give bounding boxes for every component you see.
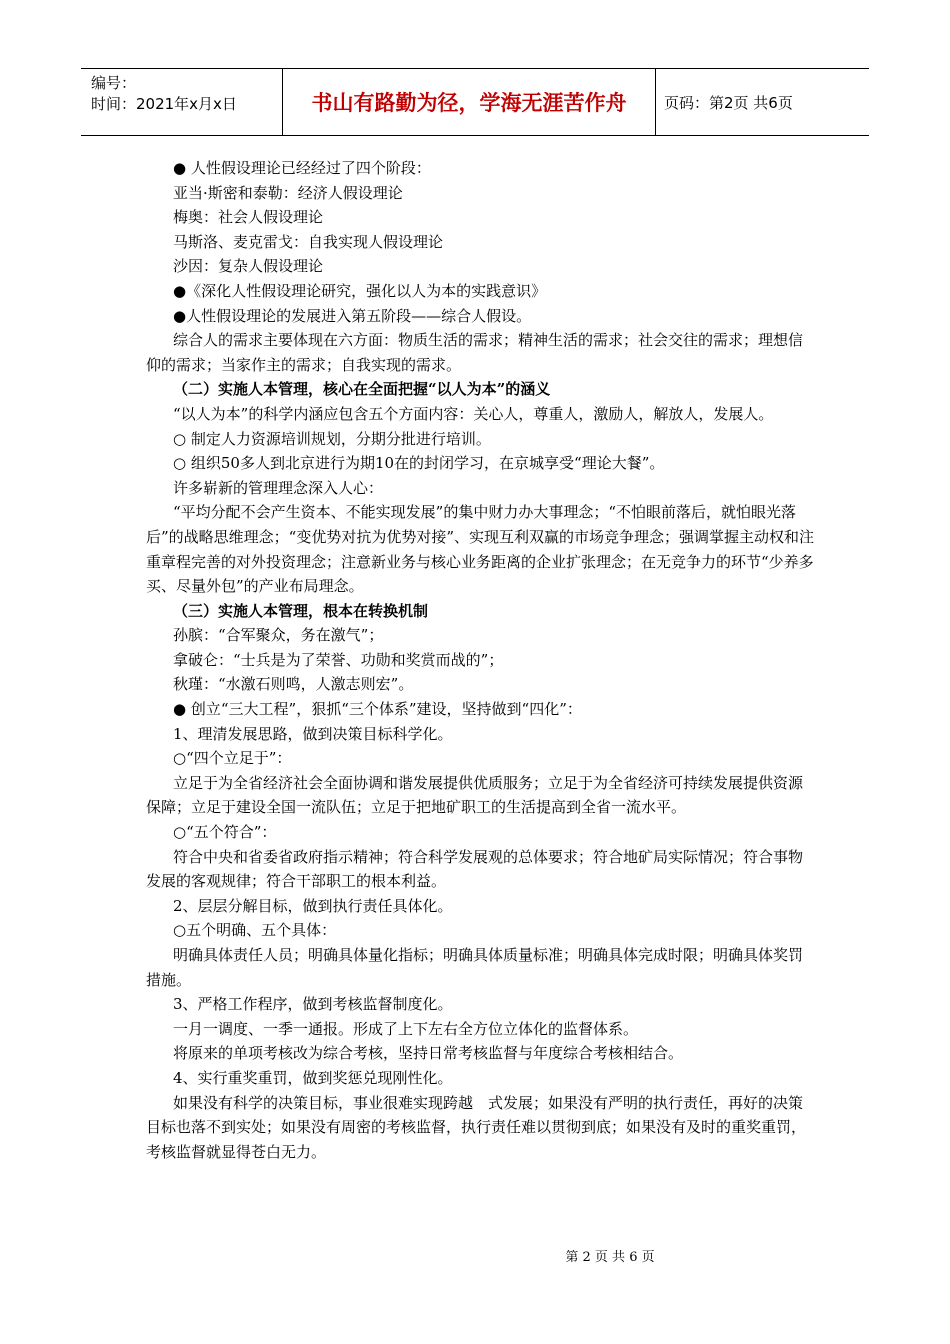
header-motto: 书山有路勤为径，学海无涯苦作舟 (283, 69, 656, 135)
paragraph: 3、严格工作程序，做到考核监督制度化。 (173, 995, 453, 1014)
paragraph: 许多崭新的管理理念深入人心： (173, 478, 384, 497)
paragraph: ○五个明确、五个具体： (173, 921, 337, 940)
paragraph: “以人为本”的科学内涵应包含五个方面内容：关心人，尊重人，激励人，解放人，发展人。 (173, 404, 774, 423)
paragraph: 立足于为全省经济社会全面协调和谐发展提供优质服务；立足于为全省经济可持续发展提供资源保障；立足于建设全国一流队伍；立足于把地矿职工的生活提高到全省一流水平。 (146, 773, 804, 817)
section-heading: （二）实施人本管理，核心在全面把握“以人为本”的涵义 (173, 380, 551, 399)
paragraph: ○“五个符合”： (173, 823, 277, 842)
paragraph: 将原来的单项考核改为综合考核，坚持日常考核监督与年度综合考核相结合。 (173, 1044, 684, 1063)
page-header (81, 68, 869, 136)
paragraph: 2、层层分解目标，做到执行责任具体化。 (173, 896, 453, 915)
paragraph: 符合中央和省委省政府指示精神；符合科学发展观的总体要求；符合地矿局实际情况；符合事物发展的客观规律；符合干部职工的根本利益。 (146, 847, 804, 891)
paragraph: 沙因：复杂人假设理论 (173, 257, 324, 276)
paragraph: 孙膑：“合军聚众，务在激气”； (173, 626, 384, 645)
paragraph: 一月一调度、一季一通报。形成了上下左右全方位立体化的监督体系。 (173, 1019, 639, 1038)
paragraph: 综合人的需求主要体现在六方面：物质生活的需求；精神生活的需求；社会交往的需求；理想信仰的需求；当家作主的需求；自我实现的需求。 (146, 331, 804, 374)
paragraph: ● 人性假设理论已经经过了四个阶段： (173, 159, 431, 177)
paragraph: 明确具体责任人员；明确具体量化指标；明确具体质量标准；明确具体完成时限；明确具体奖罚措施。 (146, 946, 804, 989)
paragraph: 马斯洛、麦克雷戈：自我实现人假设理论 (173, 232, 444, 251)
document-date: 时间：2021年x月x日 (91, 95, 237, 113)
page-footer: 第 2 页 共 6 页 (565, 1250, 655, 1265)
paragraph: ○“四个立足于”： (173, 749, 292, 768)
section-heading: （三）实施人本管理，根本在转换机制 (173, 601, 429, 620)
paragraph: 秋瑾：“水激石则鸣，人激志则宏”。 (173, 675, 414, 694)
document-number: 编号： (91, 74, 137, 92)
paragraph: ○ 组织50多人到北京进行为期10在的封闭学习，在京城享受“理论大餐”。 (173, 454, 665, 473)
paragraph: 1、理清发展思路，做到决策目标科学化。 (173, 724, 453, 743)
paragraph: 如果没有科学的决策目标，事业很难实现跨越 式发展；如果没有严明的执行责任，再好的决策目标也落不到实处；如果没有周密的考核监督，执行责任难以贯彻到底；如果没有及时的重奖重罚，考核监督就显得苍白无力。 (146, 1093, 807, 1161)
paragraph: ●人性假设理论的发展进入第五阶段——综合人假设。 (173, 306, 532, 325)
paragraph: “平均分配不会产生资本、不能实现发展”的集中财力办大事理念；“不怕眼前落后，就怕眼光落后”的战略思维理念；“变优势对抗为优势对接”、实现互利双赢的市场竞争理念；强调掌握主动权和注重章程完善的对外投资理念；注意新业务与核心业务距离的企业扩张理念；在无竞争力的环节“少养多买、尽量外包”的产业布局理念。 (146, 503, 815, 596)
header-page-number: 页码：第2页 共6页 (664, 93, 793, 112)
paragraph: ○ 制定人力资源培训规划，分期分批进行培训。 (173, 429, 491, 448)
paragraph: 4、实行重奖重罚，做到奖惩兑现刚性化。 (173, 1068, 453, 1087)
header-meta (81, 69, 283, 135)
paragraph: ●《深化人性假设理论研究，强化以人为本的实践意识》 (173, 281, 547, 300)
paragraph: 亚当·斯密和泰勒：经济人假设理论 (173, 183, 403, 202)
paragraph: 拿破仑：“士兵是为了荣誉、功勋和奖赏而战的”； (173, 650, 504, 669)
paragraph: ● 创立“三大工程”，狠抓“三个体系”建设，坚持做到“四化”： (173, 700, 582, 719)
paragraph: 梅奥：社会人假设理论 (173, 208, 324, 227)
document-body (146, 156, 814, 1164)
